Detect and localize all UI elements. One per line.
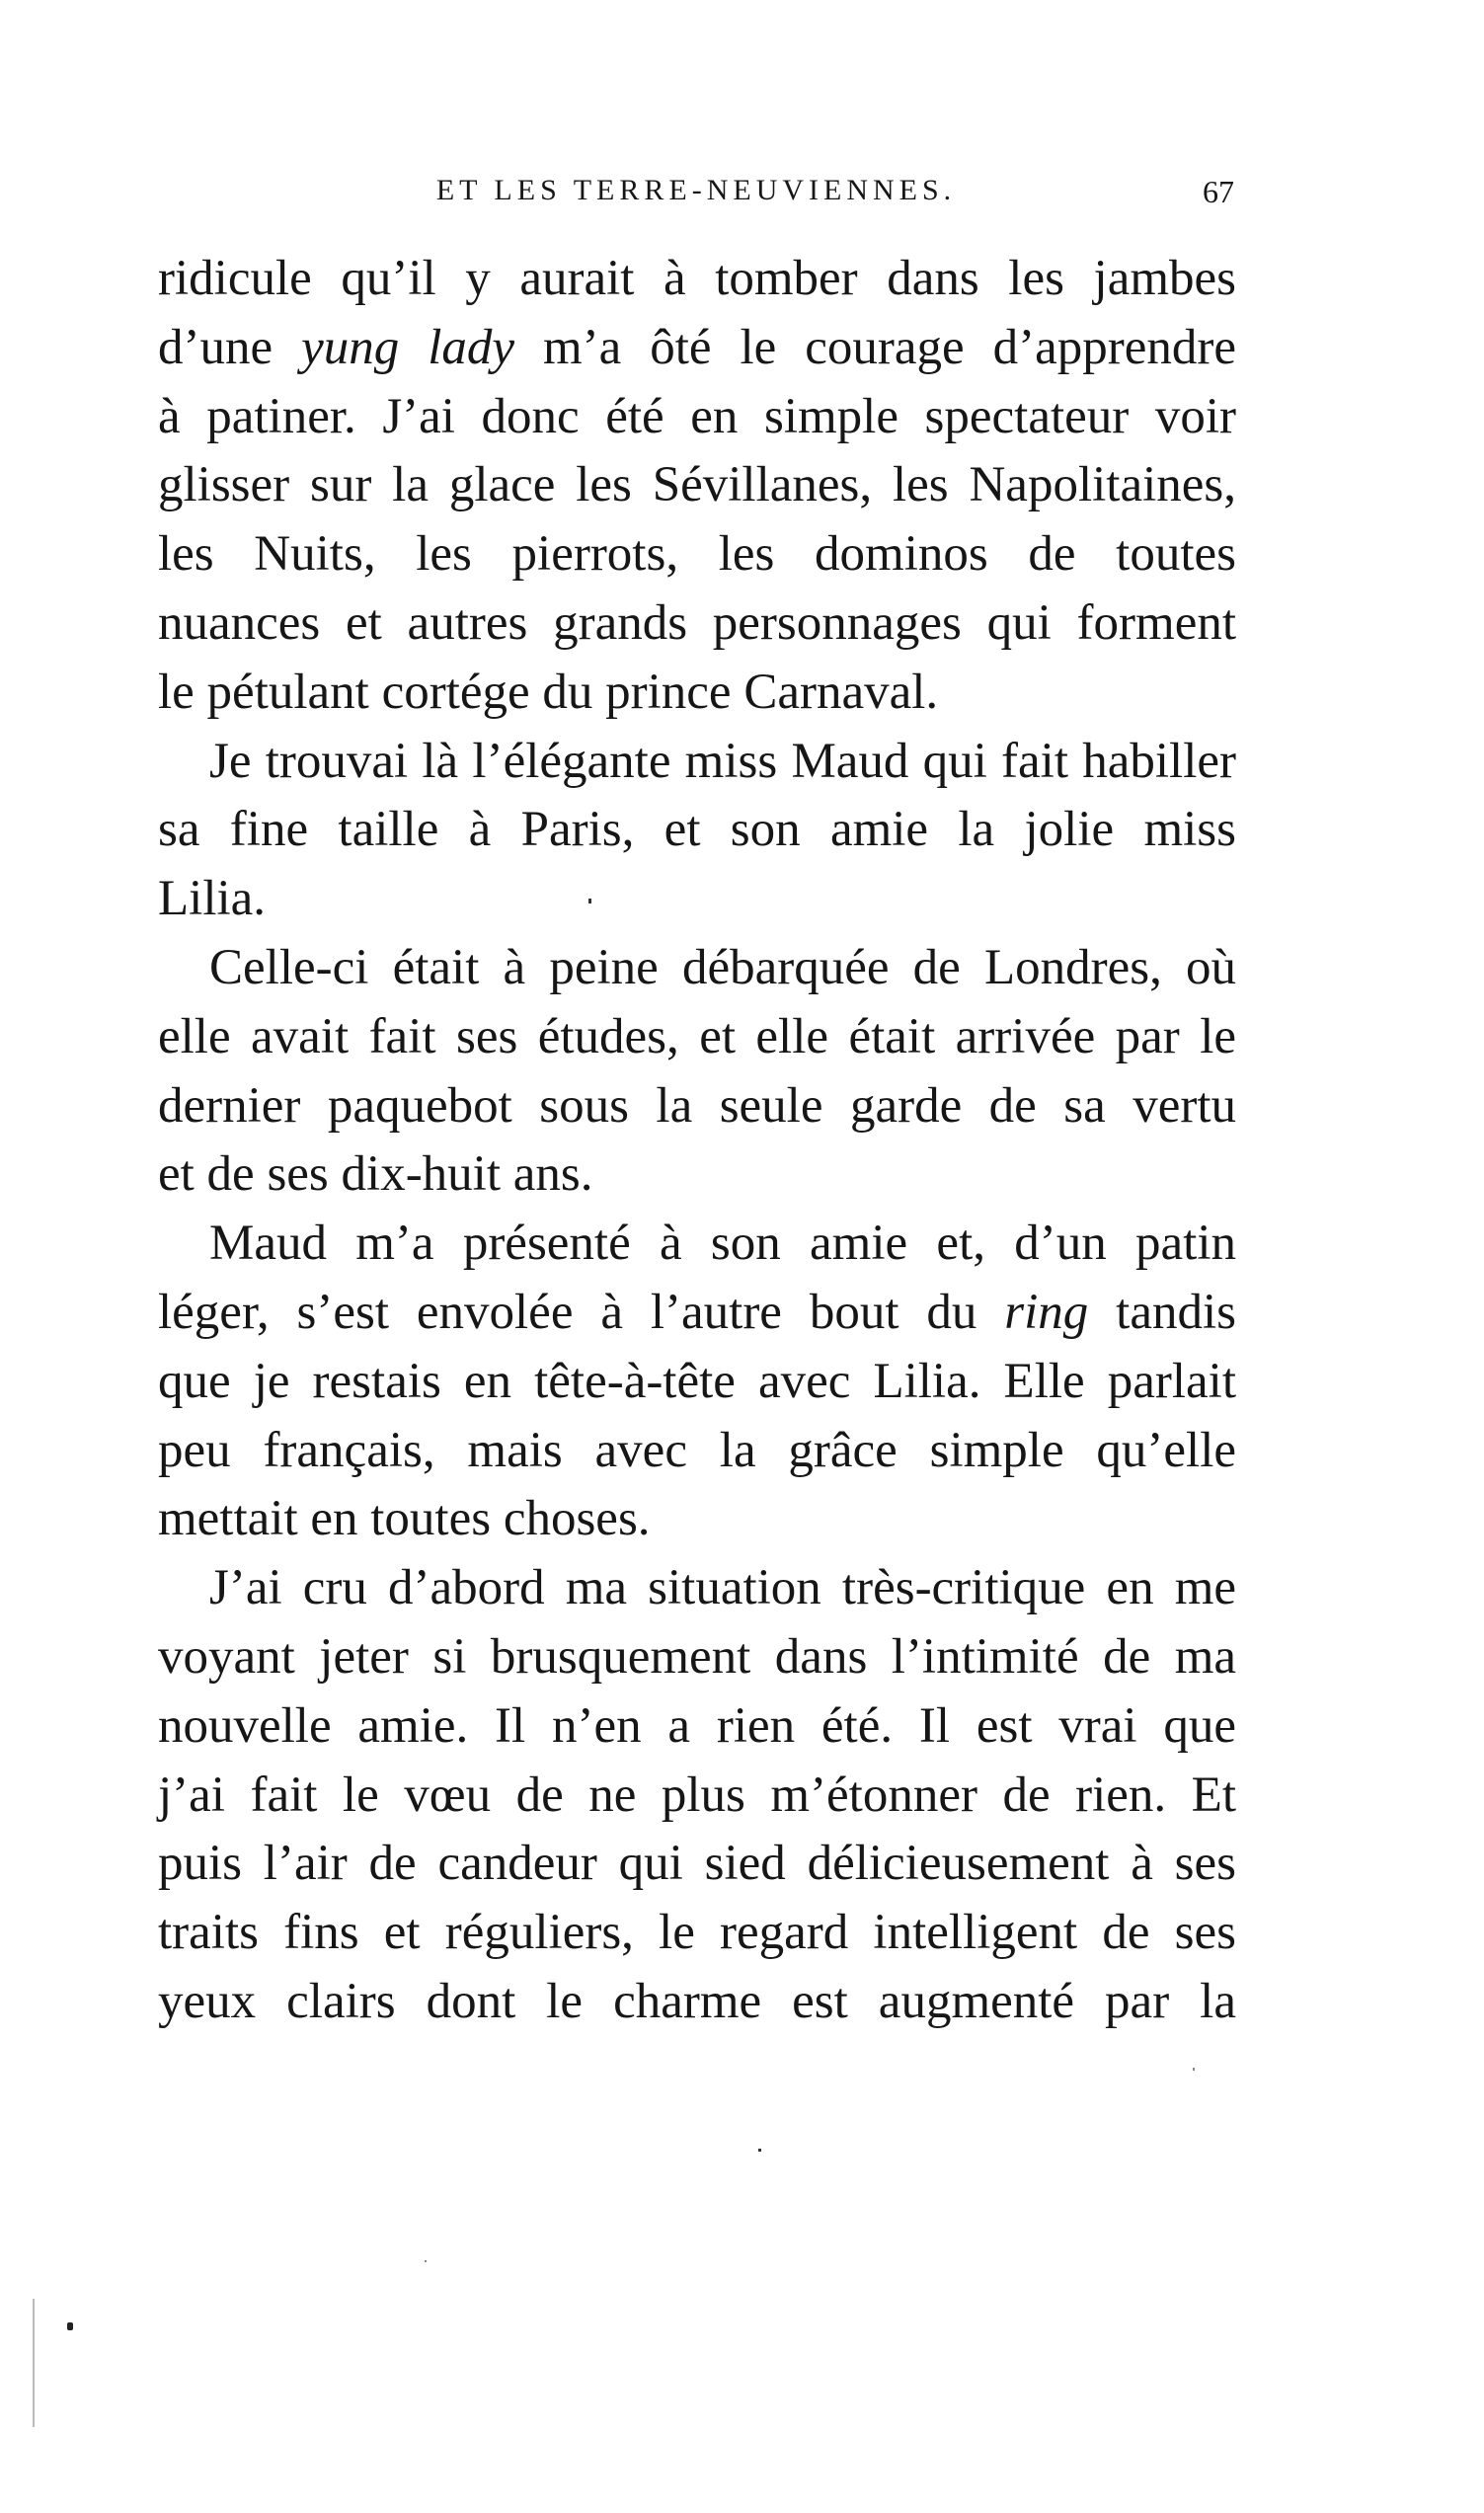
running-title: ET LES TERRE-NEUVIENNES.	[435, 174, 957, 206]
text-line: puis l’air de candeur qui sied délicieusement à ses	[158, 1836, 1236, 1892]
text-line: Celle-ci était à peine débarquée de Londres, où	[209, 939, 1236, 995]
text-line: glisser sur la glace les Sévillanes, les Napolitaines,	[158, 457, 1236, 513]
text-line: et de ses dix-huit ans.	[158, 1146, 593, 1203]
page-edge-mark	[33, 2299, 35, 2427]
text-line: le pétulant cortége du prince Carnaval.	[158, 664, 939, 720]
text-line: elle avait fait ses études, et elle était arrivée par le	[158, 1008, 1236, 1064]
text-line: sa fine taille à Paris, et son amie la jolie miss	[158, 802, 1236, 858]
ink-speck	[67, 2322, 73, 2330]
text-line: dernier paquebot sous la seule garde de sa vertu	[158, 1077, 1236, 1134]
text-line: ridicule qu’il y aurait à tomber dans les jambes	[158, 251, 1236, 306]
text-line: Je trouvai là l’élégante miss Maud qui fait habiller	[209, 733, 1236, 789]
text-line: nuances et autres grands personnages qui forment	[158, 594, 1236, 651]
ink-speck	[425, 2260, 427, 2262]
page-number: 67	[1203, 174, 1234, 209]
text-line: que je restais en tête-à-tête avec Lilia. Elle parlait	[158, 1353, 1236, 1409]
text-line: léger, s’est envolée à l’autre bout du ring tandis	[158, 1284, 1236, 1340]
text-line: d’une yung lady m’a ôté le courage d’apprendre	[158, 319, 1236, 375]
text-line: voyant jeter si brusquement dans l’intimité de ma	[158, 1628, 1236, 1685]
ink-speck	[588, 899, 591, 903]
italic-word: ring	[1004, 1284, 1089, 1340]
text-line: traits fins et réguliers, le regard intelligent de ses	[158, 1905, 1236, 1961]
text-line: à patiner. J’ai donc été en simple spectateur voir	[158, 388, 1236, 444]
italic-phrase: yung lady	[301, 319, 515, 375]
ink-speck	[1193, 2068, 1195, 2071]
text-line: les Nuits, les pierrots, les dominos de toutes	[158, 526, 1236, 583]
text-line: Maud m’a présenté à son amie et, d’un patin	[209, 1216, 1236, 1272]
running-head	[158, 168, 1234, 217]
text-line: j’ai fait le vœu de ne plus m’étonner de rien. Et	[158, 1767, 1236, 1823]
text-line: J’ai cru d’abord ma situation très-critique en me	[209, 1560, 1236, 1616]
text-line: peu français, mais avec la grâce simple qu’elle	[158, 1422, 1236, 1478]
text-line: Lilia.	[158, 871, 267, 927]
text-line: yeux clairs dont le charme est augmenté par la	[158, 1973, 1236, 2029]
body-text	[158, 245, 1236, 2037]
text-line: nouvelle amie. Il n’en a rien été. Il est vrai que	[158, 1697, 1236, 1754]
ink-speck	[758, 2149, 761, 2152]
text-line: mettait en toutes choses.	[158, 1491, 651, 1547]
